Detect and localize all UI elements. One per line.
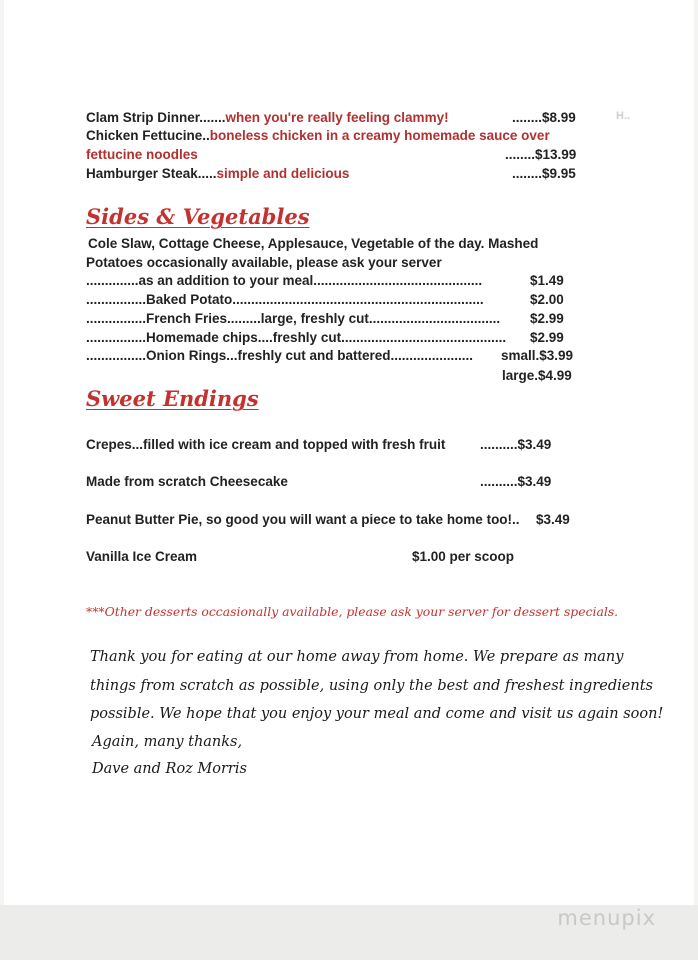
side-item-price-large: large.$4.99 — [502, 368, 572, 383]
menu-item-hamburger-steak — [86, 166, 349, 181]
side-item-onion-rings: ................Onion Rings...freshly cut and battered...................... — [86, 348, 474, 363]
signature: Dave and Roz Morris — [92, 761, 247, 777]
item-price: ........$13.99 — [505, 147, 577, 162]
item-name: Chicken Fettucine.. — [86, 128, 210, 143]
menu-page — [4, 0, 694, 905]
dessert-item-cheesecake: Made from scratch Cheesecake — [86, 474, 288, 489]
closing-line: things from scratch as possible, using only the best and freshest ingredients — [90, 678, 653, 694]
dessert-price: $3.49 — [536, 512, 570, 527]
side-item-french-fries: ................French Fries.........large, freshly cut................................... — [86, 311, 501, 326]
menu-item-clam-strip-dinner — [86, 110, 449, 125]
dessert-item-peanut-butter-pie: Peanut Butter Pie, so good you will want a piece to take home too!.. — [86, 512, 520, 527]
closing-line: Thank you for eating at our home away from home. We prepare as many — [90, 649, 624, 665]
item-name: Hamburger Steak..... — [86, 166, 217, 181]
side-item-price: $2.99 — [530, 311, 564, 326]
menu-item-chicken-fettucine-cont — [86, 147, 198, 162]
menu-item-chicken-fettucine — [86, 128, 550, 143]
item-desc: fettucine noodles — [86, 147, 198, 162]
side-item-homemade-chips: ................Homemade chips....freshly cut............................................ — [86, 330, 507, 345]
item-desc: boneless chicken in a creamy homemade sauce over — [209, 128, 550, 143]
dessert-price: ..........$3.49 — [480, 474, 552, 489]
dessert-item-vanilla-ice-cream: Vanilla Ice Cream — [86, 549, 198, 564]
side-item-price: small.$3.99 — [501, 348, 574, 363]
dessert-price: $1.00 per scoop — [412, 549, 515, 564]
closing-line: Again, many thanks, — [92, 734, 243, 750]
sides-heading: Sides & Vegetables — [86, 204, 310, 229]
closing-line: possible. We hope that you enjoy your meal and come and visit us again soon! — [90, 706, 664, 722]
bleed-through-text: H.. — [616, 110, 631, 122]
dessert-price: ..........$3.49 — [480, 437, 552, 452]
dessert-specials-note: ***Other desserts occasionally available, please ask your server for dessert specials. — [86, 604, 619, 619]
desserts-heading: Sweet Endings — [86, 386, 259, 411]
side-item-price: $1.49 — [530, 273, 564, 288]
item-desc: when you're really feeling clammy! — [225, 110, 449, 125]
item-desc: simple and delicious — [216, 166, 350, 181]
item-name: Clam Strip Dinner....... — [86, 110, 226, 125]
side-item-baked-potato: ................Baked Potato................................................................... — [86, 292, 484, 307]
sides-intro-line: Potatoes occasionally available, please ask your server — [86, 255, 442, 270]
side-item-price: $2.99 — [530, 330, 564, 345]
side-item-price: $2.00 — [530, 292, 564, 307]
item-price: ........$9.95 — [512, 166, 576, 181]
sides-intro-line: Cole Slaw, Cottage Cheese, Applesauce, Vegetable of the day. Mashed — [88, 236, 539, 251]
watermark-logo: menupix — [557, 906, 656, 930]
dessert-item-crepes: Crepes...filled with ice cream and topped with fresh fruit — [86, 437, 446, 452]
side-item-addition: ..............as an addition to your meal............................................. — [86, 273, 483, 288]
item-price: ........$8.99 — [512, 110, 576, 125]
